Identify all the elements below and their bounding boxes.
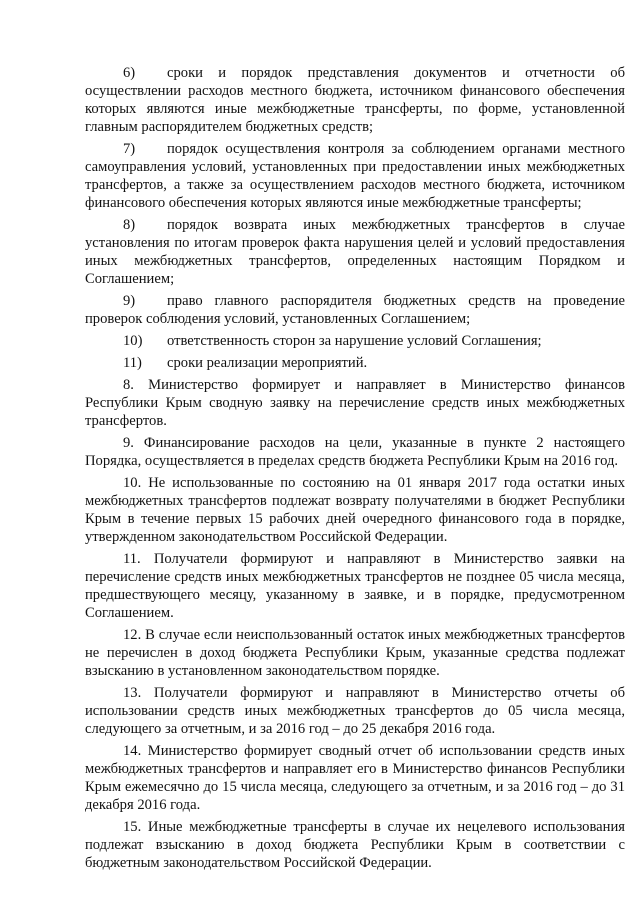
list-item xyxy=(85,354,625,372)
list-item-text: ответственность сторон за нарушение условий Соглашения; xyxy=(167,333,542,349)
paragraph: 12. В случае если неиспользованный остаток иных межбюджетных трансфертов не перечислен в доход бюджета Республики Крым, указанные средства подлежат взысканию в установленном законодательством порядке. xyxy=(85,627,625,679)
list-item-text: сроки реализации мероприятий. xyxy=(167,355,368,371)
list-item-text: сроки и порядок представления документов и отчетности об осуществлении расходов местного бюджета, источником финансового обеспечения которых являются иные межбюджетные трансферты, по форме, установленной главным распорядителем бюджетных средств; xyxy=(85,65,625,135)
paragraph: 11. Получатели формируют и направляют в Министерство заявки на перечисление средств иных межбюджетных трансфертов не позднее 05 числа месяца, предшествующего месяцу, указанному в заявке, и в порядке, предусмотренном Соглашением. xyxy=(85,551,625,621)
list-item-number: 7) xyxy=(123,141,136,157)
list-item-number: 10) xyxy=(123,333,143,349)
paragraph: 10. Не использованные по состоянию на 01 января 2017 года остатки иных межбюджетных трансфертов подлежат возврату получателями в бюджет Республики Крым в течение первых 15 рабочих дней очередного финансового года в порядке, утвержденном законодательством Российской Федерации. xyxy=(85,475,625,545)
list-item xyxy=(85,64,625,136)
list-item-number: 8) xyxy=(123,217,136,233)
list-item-text: право главного распорядителя бюджетных средств на проведение проверок соблюдения условий, установленных Соглашением; xyxy=(85,293,625,327)
paragraph: 13. Получатели формируют и направляют в Министерство отчеты об использовании средств иных межбюджетных трансфертов до 05 числа месяца, следующего за отчетным, и за 2016 год – до 25 декабря 2016 года. xyxy=(85,685,625,737)
document-page xyxy=(85,64,625,876)
list-item-number: 11) xyxy=(123,355,142,371)
list-item xyxy=(85,292,625,328)
list-item xyxy=(85,332,625,350)
paragraph: 9. Финансирование расходов на цели, указанные в пункте 2 настоящего Порядка, осуществляется в пределах средств бюджета Республики Крым на 2016 год. xyxy=(85,435,625,469)
list-item-number: 9) xyxy=(123,293,136,309)
list-item xyxy=(85,216,625,288)
paragraph: 15. Иные межбюджетные трансферты в случае их нецелевого использования подлежат взысканию в доход бюджета Республики Крым в соответствии с бюджетным законодательством Российской Федерации. xyxy=(85,819,625,871)
list-item-text: порядок возврата иных межбюджетных трансфертов в случае установления по итогам проверок факта нарушения целей и условий предоставления иных межбюджетных трансфертов, определенных настоящим Порядком и Соглашением; xyxy=(85,217,625,287)
list-item xyxy=(85,140,625,212)
paragraph: 8. Министерство формирует и направляет в Министерство финансов Республики Крым сводную заявку на перечисление средств иных межбюджетных трансфертов. xyxy=(85,377,625,429)
list-item-number: 6) xyxy=(123,65,136,81)
paragraph: 14. Министерство формирует сводный отчет об использовании средств иных межбюджетных трансфертов и направляет его в Министерство финансов Республики Крым ежемесячно до 15 числа месяца, следующего за отчетным, и за 2016 год – до 31 декабря 2016 года. xyxy=(85,743,625,813)
list-item-text: порядок осуществления контроля за соблюдением органами местного самоуправления условий, установленных при предоставлении иных межбюджетных трансфертов, а также за осуществлением расходов местного бюджета, источником финансового обеспечения которых являются иные межбюджетные трансферты; xyxy=(85,141,625,211)
